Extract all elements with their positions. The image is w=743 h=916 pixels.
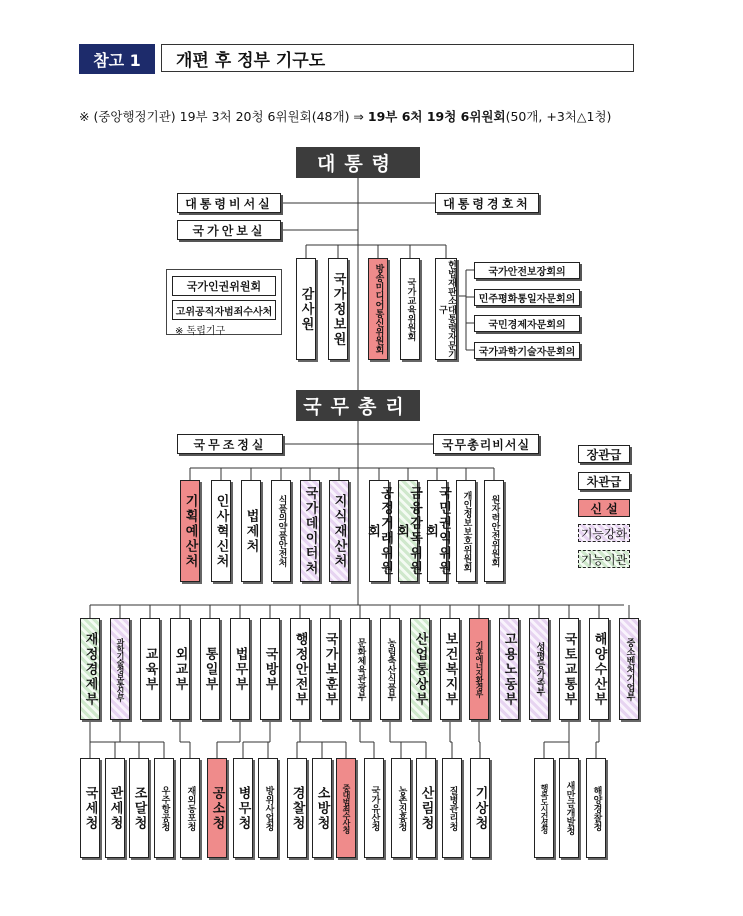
- coordination-office-box: 국무조정실: [177, 434, 283, 454]
- under-president-org: 감사원: [296, 258, 316, 360]
- ministry-box: 산업통상부: [410, 618, 430, 720]
- ministry-box: 행정안전부: [290, 618, 310, 720]
- ministry-box: 통일부: [200, 618, 220, 720]
- advisory-item: 민주평화통일자문회의: [474, 289, 580, 306]
- pm-org: 식품의약품안전처: [271, 480, 291, 582]
- pm-org: 법제처: [241, 480, 261, 582]
- pm-org: 인사혁신처: [211, 480, 231, 582]
- agency-box: 새만금개발청: [559, 758, 579, 858]
- legend-moved: 기능이관: [578, 550, 630, 568]
- pm-org: 공정거래위원회: [369, 480, 389, 582]
- agency-box: 국세청: [80, 758, 100, 858]
- under-president-org: 국가정보원: [328, 258, 348, 360]
- agency-box: 우주항공청: [154, 758, 174, 858]
- pm-secretariat-box: 국무총리비서실: [433, 434, 539, 454]
- pm-box: 국무총리: [296, 390, 420, 421]
- agency-box: 행복도시건설청: [534, 758, 554, 858]
- ministry-box: 국방부: [260, 618, 280, 720]
- ministry-box: 교육부: [140, 618, 160, 720]
- agency-box: 해양경찰청: [586, 758, 606, 858]
- ministry-box: 국가보훈부: [320, 618, 340, 720]
- pm-org: 지식재산처: [329, 480, 349, 582]
- under-president-org: 헌법재판소대통령자문기구: [437, 259, 456, 359]
- ministry-box: 재정경제부: [80, 618, 100, 720]
- agency-box: 중대범죄수사청: [336, 758, 356, 858]
- pm-org: 국가데이터처: [300, 480, 320, 582]
- agency-box: 농촌진흥청: [391, 758, 411, 858]
- ministry-box: 보건복지부: [440, 618, 460, 720]
- agency-box: 방위사업청: [258, 758, 278, 858]
- cio-box: 고위공직자범죄수사처: [172, 300, 276, 320]
- ministry-box: 문화체육관광부: [350, 618, 370, 720]
- note-after: 19부 6처 19청 6위원회: [367, 109, 506, 124]
- advisory-item: 국민경제자문회의: [474, 315, 580, 332]
- legend-new: 신 설: [578, 499, 630, 517]
- note-suffix: (50개, +3처△1청): [505, 109, 612, 124]
- ministry-box: 법무부: [230, 618, 250, 720]
- agency-box: 기상청: [470, 758, 490, 858]
- agency-box: 질병관리청: [442, 758, 462, 858]
- agency-box: 경찰청: [287, 758, 307, 858]
- summary-note: [79, 107, 679, 125]
- agency-box: 공소청: [207, 758, 227, 858]
- note-prefix: ※ (중앙행정기관) 19부 3처 20청 6위원회(48개) ⇒: [79, 109, 368, 124]
- agency-box: 소방청: [312, 758, 332, 858]
- human-rights-commission-box: 국가인권위원회: [172, 276, 276, 296]
- agency-box: 산림청: [416, 758, 436, 858]
- independent-bodies: [166, 269, 282, 335]
- ministry-box: 과학기술정보통신부: [110, 618, 130, 720]
- pm-org: 원자력안전위원회: [484, 480, 504, 582]
- pm-org: 개인정보보호위원회: [456, 480, 476, 582]
- president-box: 대통령: [296, 147, 420, 178]
- ministry-box: 해양수산부: [589, 618, 609, 720]
- agency-box: 재외동포청: [180, 758, 200, 858]
- ministry-box: 농림축산식품부: [380, 618, 400, 720]
- pm-org: 기획예산처: [180, 480, 200, 582]
- agency-box: 국가유산청: [364, 758, 384, 858]
- chief-of-staff-box: 대통령비서실: [177, 193, 281, 213]
- agency-box: 조달청: [129, 758, 149, 858]
- ministry-box: 국토교통부: [559, 618, 579, 720]
- security-service-box: 대통령경호처: [435, 193, 539, 213]
- ministry-box: 외교부: [170, 618, 190, 720]
- ministry-box: 성평등가족부: [529, 618, 549, 720]
- page-title: 개편 후 정부 기구도: [161, 44, 634, 72]
- pm-org: 금융감독위원회: [398, 480, 418, 582]
- advisory-item: 국가안전보장회의: [474, 262, 580, 279]
- ministry-box: 기후에너지환경부: [469, 618, 489, 720]
- legend-strengthened: 기능강화: [578, 524, 630, 542]
- under-president-org: 국가교육위원회: [400, 258, 420, 360]
- under-president-org: 방송미디어통신위원회: [368, 258, 388, 360]
- pm-org: 국민권익위원회: [427, 480, 447, 582]
- agency-box: 관세청: [105, 758, 125, 858]
- legend-vice: 차관급: [578, 472, 630, 490]
- ministry-box: 중소벤처기업부: [619, 618, 639, 720]
- independent-note: ※ 독립기구: [175, 326, 226, 337]
- legend-minister: 장관급: [578, 445, 630, 463]
- ministry-box: 고용노동부: [499, 618, 519, 720]
- national-security-box: 국가안보실: [177, 220, 281, 240]
- advisory-item: 국가과학기술자문회의: [474, 342, 580, 359]
- agency-box: 병무청: [233, 758, 253, 858]
- reference-badge: 참고 1: [79, 44, 155, 74]
